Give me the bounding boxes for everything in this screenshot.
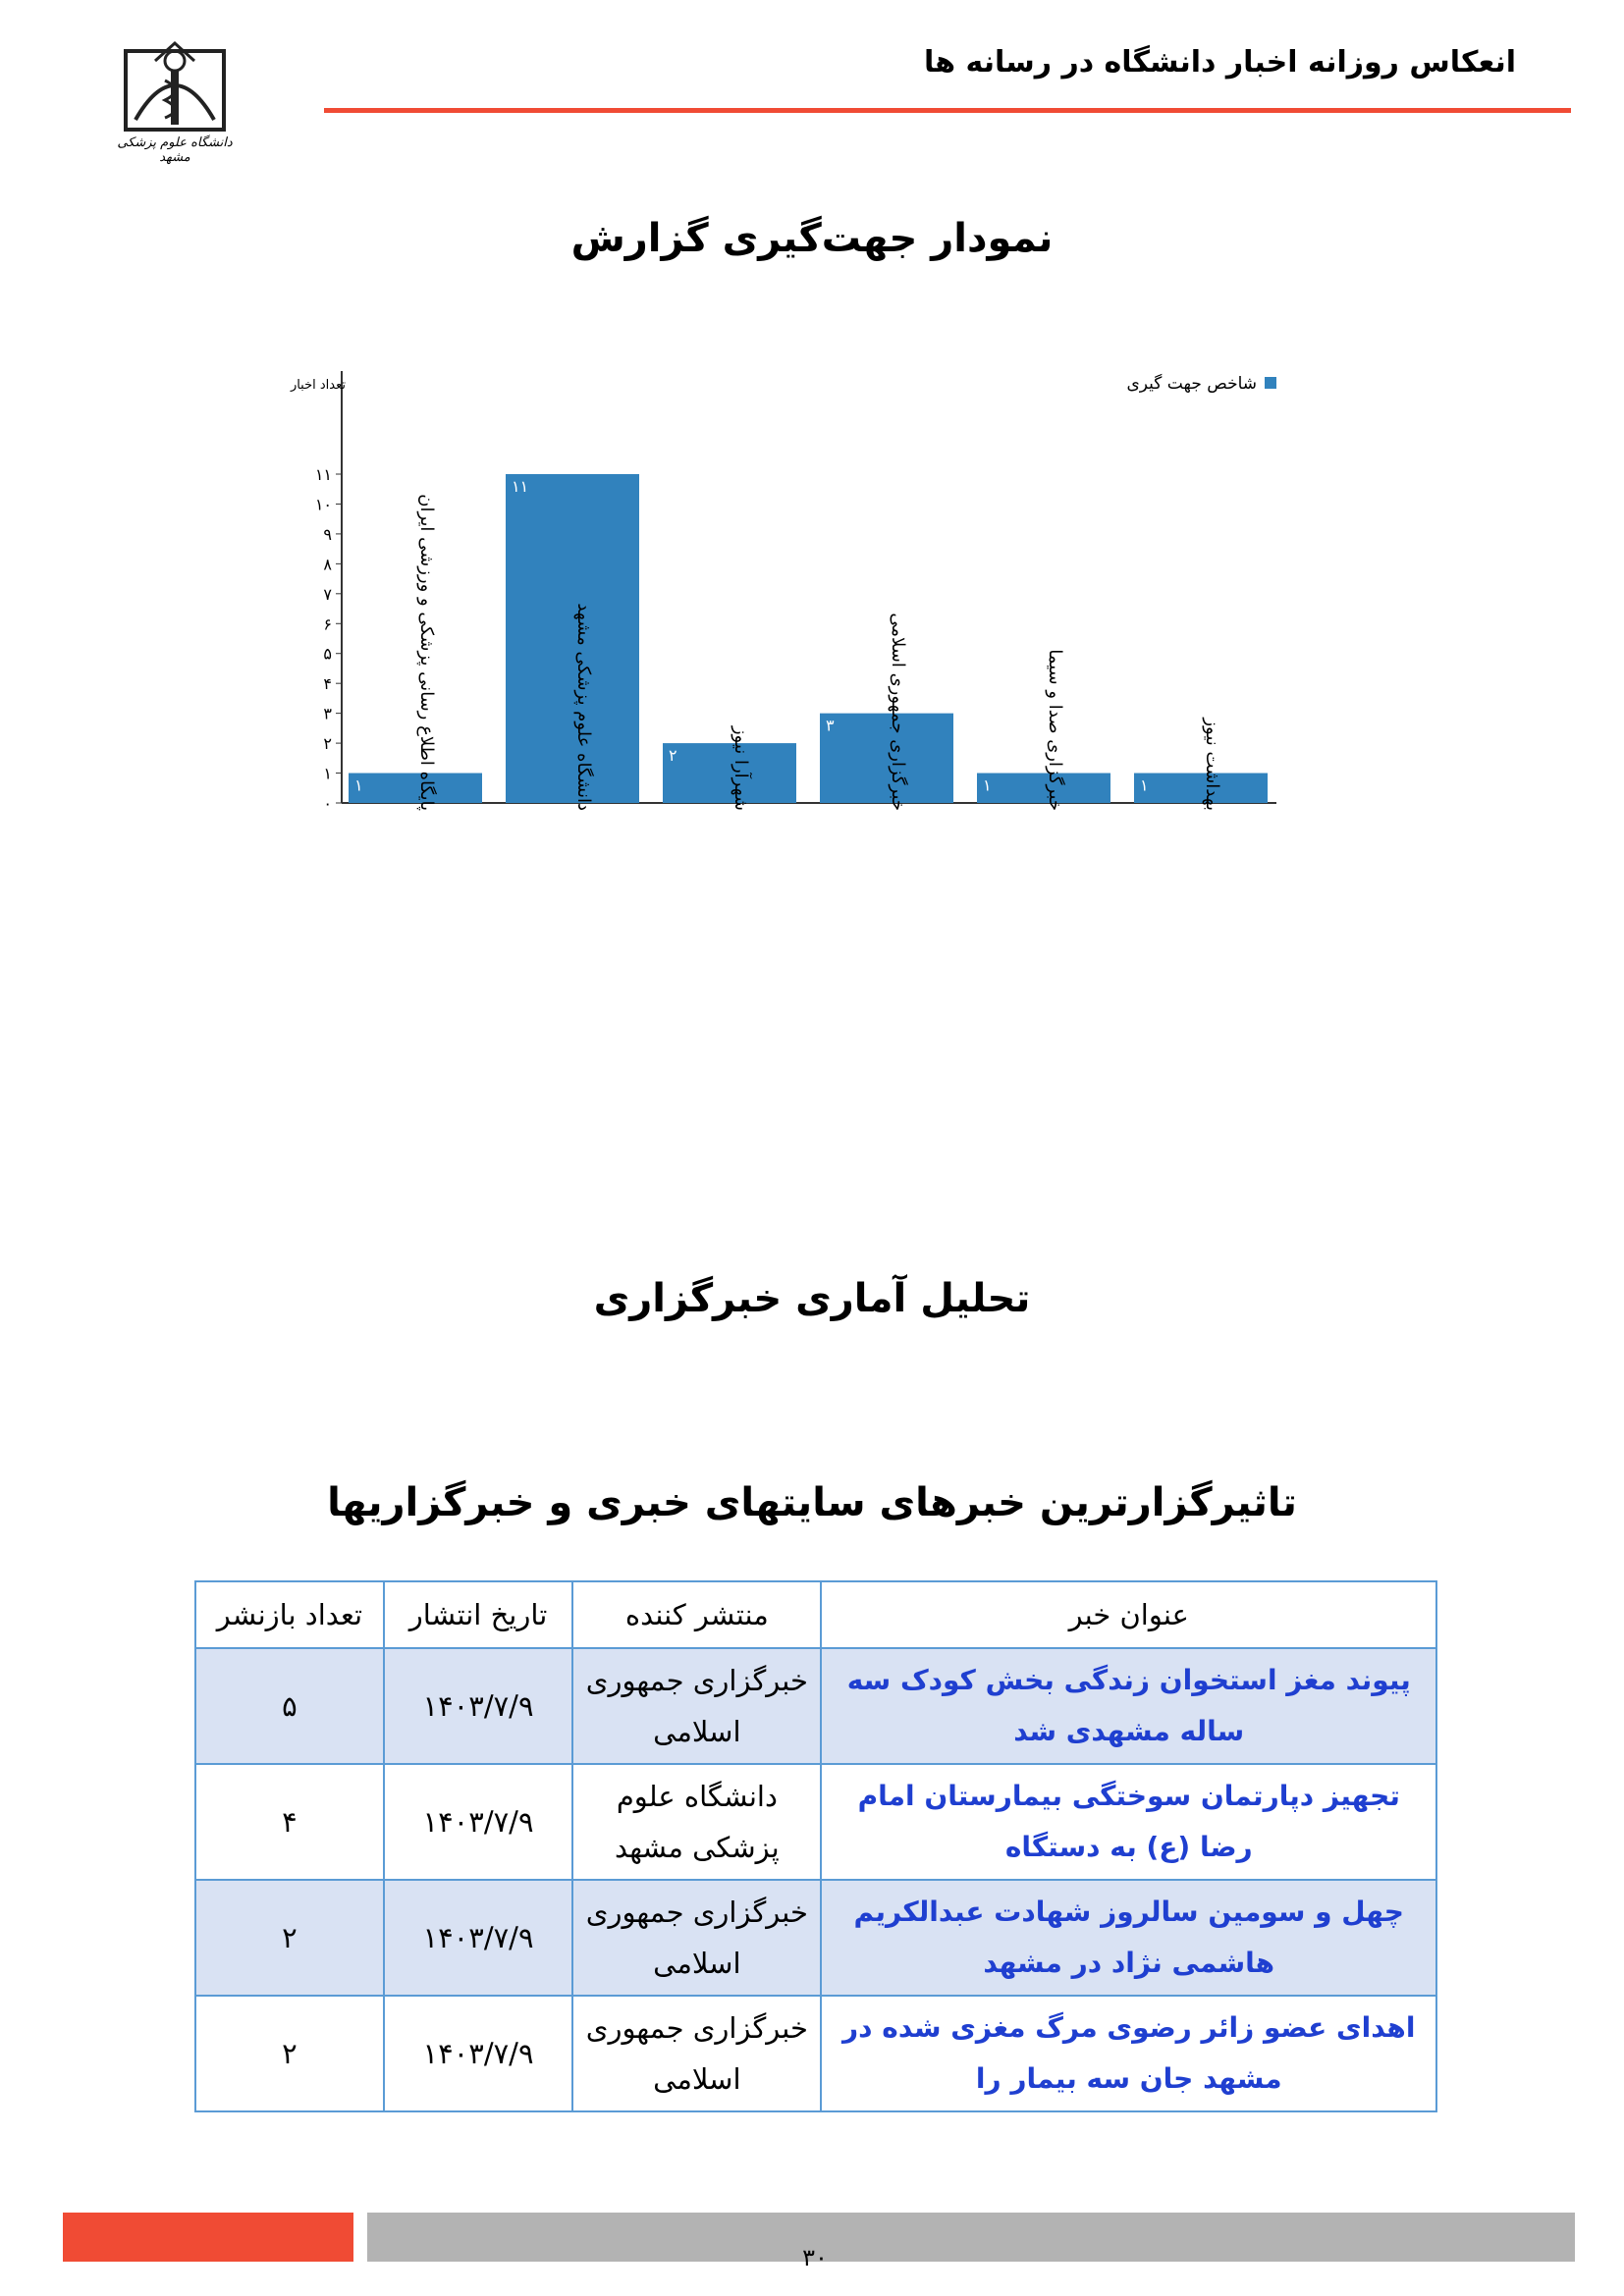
chart-bar bbox=[1134, 774, 1268, 803]
y-tick-label: ۸ bbox=[323, 555, 332, 574]
date-cell: ۱۴۰۳/۷/۹ bbox=[384, 1648, 572, 1764]
y-tick-label: ۱۱ bbox=[314, 465, 332, 484]
chart-bar bbox=[506, 474, 639, 803]
date-cell: ۱۴۰۳/۷/۹ bbox=[384, 1764, 572, 1880]
chart-bar bbox=[663, 743, 796, 803]
y-tick-label: ۴ bbox=[323, 674, 332, 694]
y-tick-label: ۹ bbox=[323, 524, 332, 544]
page-number: ۳۰ bbox=[802, 2244, 828, 2271]
bar-data-label: ۱۱ bbox=[512, 477, 529, 496]
y-tick-label: ۱ bbox=[323, 764, 332, 783]
news-title-link[interactable]: پیوند مغز استخوان زندگی بخش کودک سه ساله مشهدی شد bbox=[821, 1648, 1436, 1764]
y-tick-label: ۶ bbox=[323, 614, 332, 634]
bar-data-label: ۱ bbox=[983, 775, 992, 795]
logo-caption: دانشگاه علوم پزشکی مشهد bbox=[117, 135, 233, 165]
news-title-link[interactable]: تجهیز دپارتمان سوختگی بیمارستان امام رضا (ع) به دستگاه bbox=[821, 1764, 1436, 1880]
count-cell: ۲ bbox=[195, 1996, 384, 2111]
chart-bar bbox=[820, 714, 953, 803]
table-row bbox=[195, 1996, 1436, 2111]
header-republish-count: تعداد بازنشر bbox=[195, 1581, 384, 1648]
date-cell: ۱۴۰۳/۷/۹ bbox=[384, 1996, 572, 2111]
bar-data-label: ۱ bbox=[1140, 775, 1149, 795]
count-cell: ۲ bbox=[195, 1880, 384, 1996]
y-tick-label: ۷ bbox=[323, 584, 332, 604]
chart-section-title: نمودار جهت‌گیری گزارش bbox=[570, 216, 1054, 261]
stats-section-title: تحلیل آماری خبرگزاری bbox=[593, 1276, 1031, 1321]
y-tick-label: ۲ bbox=[323, 734, 332, 754]
y-tick-label: ۳ bbox=[323, 704, 332, 723]
x-category-label: پایگاه اطلاع رسانی پزشکی و ورزشی ایران bbox=[416, 494, 437, 811]
date-cell: ۱۴۰۳/۷/۹ bbox=[384, 1880, 572, 1996]
y-tick-label: ۱۰ bbox=[314, 495, 332, 514]
header-news-title: عنوان خبر bbox=[821, 1581, 1436, 1648]
count-cell: ۴ bbox=[195, 1764, 384, 1880]
legend-swatch bbox=[1265, 377, 1276, 389]
x-category-label: بهداشت نیوز bbox=[1202, 718, 1222, 811]
y-tick-label: ۰ bbox=[323, 794, 332, 813]
table-row bbox=[195, 1648, 1436, 1764]
table-row bbox=[195, 1880, 1436, 1996]
x-category-label: خبرگزاری صدا و سیما bbox=[1045, 649, 1065, 811]
x-category-label: خبرگزاری جمهوری اسلامی bbox=[888, 613, 908, 811]
legend-label: شاخص جهت گیری bbox=[1126, 374, 1257, 394]
x-category-label: دانشگاه علوم پزشکی مشهد bbox=[573, 603, 594, 811]
y-tick-label: ۵ bbox=[323, 644, 332, 664]
bar-data-label: ۳ bbox=[826, 716, 835, 735]
footer-accent-bar bbox=[63, 2213, 353, 2262]
document-header-title: انعکاس روزانه اخبار دانشگاه در رسانه ها bbox=[924, 45, 1516, 80]
news-title-link[interactable]: چهل و سومین سالروز شهادت عبدالکریم هاشمی نژاد در مشهد bbox=[821, 1880, 1436, 1996]
chart-bar bbox=[977, 774, 1110, 803]
top-news-section-title: تاثیرگزارترین خبرهای سایتهای خبری و خبرگزاریها bbox=[327, 1480, 1297, 1525]
chart-bar bbox=[349, 774, 482, 803]
bar-data-label: ۱ bbox=[354, 775, 363, 795]
y-axis-label: تعداد اخبار bbox=[290, 378, 346, 393]
count-cell: ۵ bbox=[195, 1648, 384, 1764]
bar-data-label: ۲ bbox=[669, 746, 677, 766]
publisher-cell: خبرگزاری جمهوری اسلامی bbox=[572, 1648, 821, 1764]
publisher-cell: خبرگزاری جمهوری اسلامی bbox=[572, 1996, 821, 2111]
footer-bar bbox=[367, 2213, 1575, 2262]
publisher-cell: دانشگاه علوم پزشکی مشهد bbox=[572, 1764, 821, 1880]
x-category-label: شهرآرا نیوز bbox=[731, 725, 751, 811]
header-publisher: منتشر کننده bbox=[572, 1581, 821, 1648]
top-news-table bbox=[194, 1580, 1437, 2112]
table-header-row bbox=[195, 1581, 1436, 1648]
table-row bbox=[195, 1764, 1436, 1880]
header-publish-date: تاریخ انتشار bbox=[384, 1581, 572, 1648]
publisher-cell: خبرگزاری جمهوری اسلامی bbox=[572, 1880, 821, 1996]
news-title-link[interactable]: اهدای عضو زائر رضوی مرگ مغزی شده در مشهد جان سه بیمار را bbox=[821, 1996, 1436, 2111]
